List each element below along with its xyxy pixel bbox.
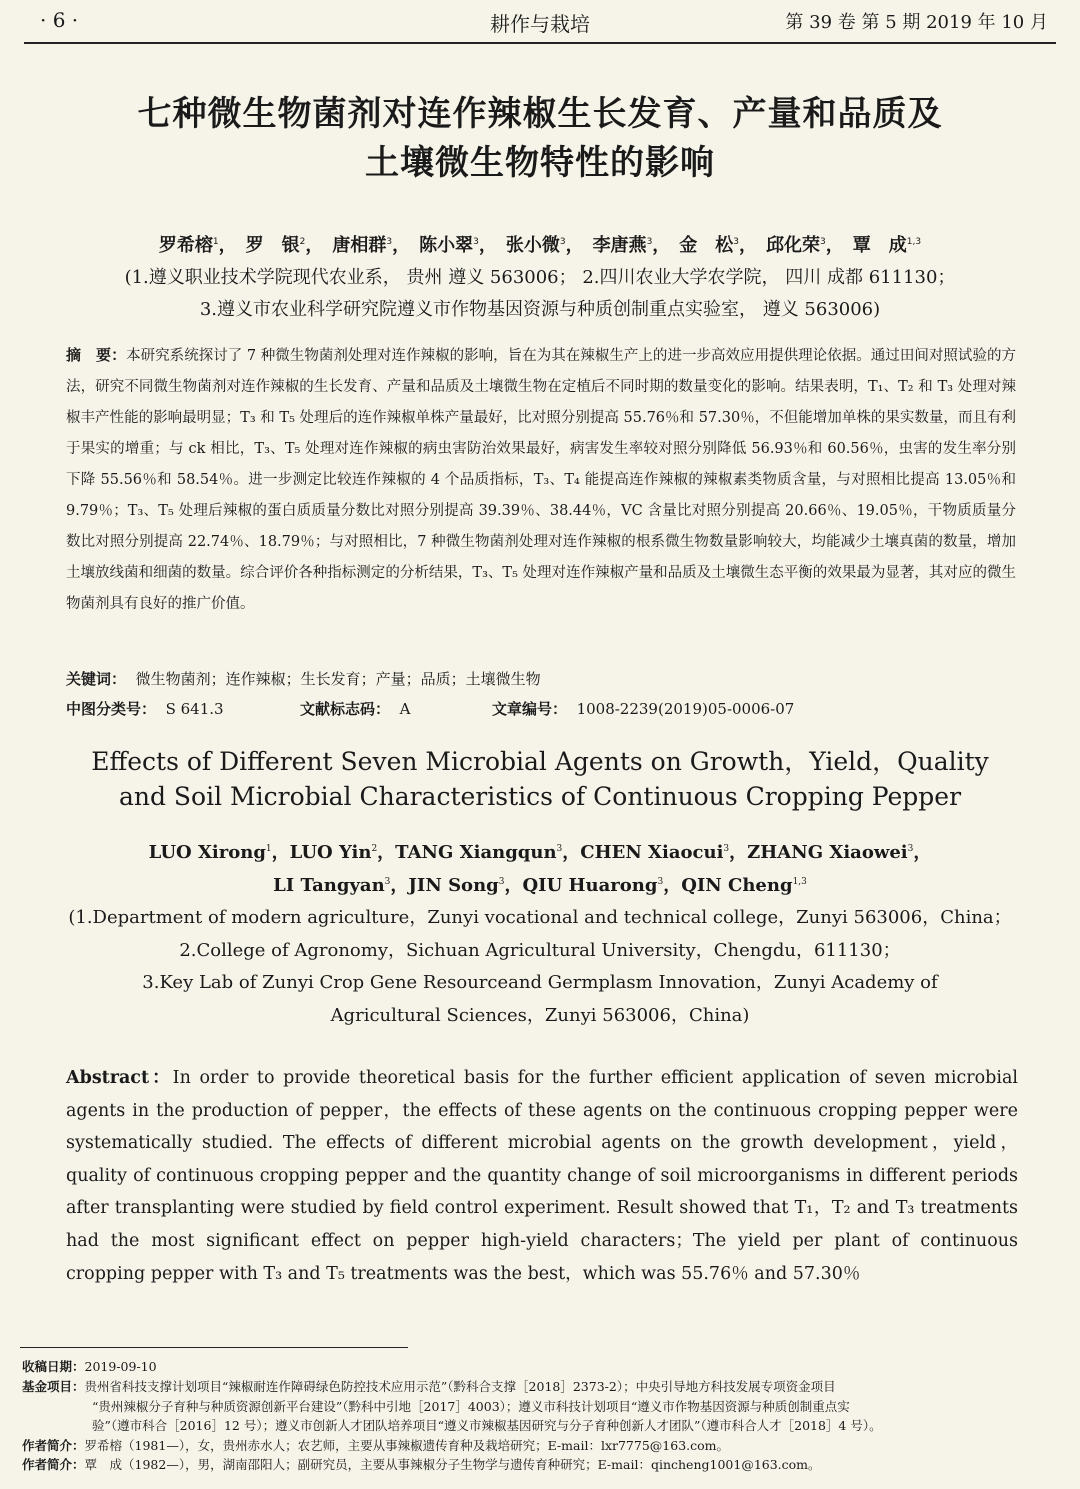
affiliation-en-line1: (1.Department of modern agriculture，Zunyi vocational and technical college，Zunyi 563006，China； xyxy=(68,907,1012,928)
title-en-line2: and Soil Microbial Characteristics of Continuous Cropping Pepper xyxy=(118,782,962,811)
author-name: LI Tangyan xyxy=(273,875,385,896)
article-number xyxy=(492,698,794,719)
affiliation-cn-line1: (1.遵义职业技术学院现代农业系， 贵州 遵义 563006； 2.四川农业大学农学院， 四川 成都 611130； xyxy=(124,267,956,288)
author-name: 罗希榕 xyxy=(158,235,213,256)
author-affiliation-mark: 3 xyxy=(646,237,653,247)
author-name: QIU Huarong xyxy=(522,875,658,896)
affiliation-cn-line2: 3.遵义市农业科学研究院遵义市作物基因资源与种质创制重点实验室， 遵义 563006) xyxy=(199,299,881,320)
keywords-cn-label: 关键词： xyxy=(66,670,127,688)
art-value: 1008-2239(2019)05-0006-07 xyxy=(576,700,795,718)
author-name: QIN Cheng xyxy=(681,875,793,896)
author-affiliation-mark: 3 xyxy=(723,844,730,854)
author-name: 邱化荣 xyxy=(766,235,821,256)
title-cn-line1: 七种微生物菌剂对连作辣椒生长发育、产量和品质及 xyxy=(137,94,943,134)
abstract-en-text: In order to provide theoretical basis for the further efficient application of seven microbial agents in the production of pepper，the effects of these agents on the continuous cropping pepper were systematically studied. The effects of different microbial agents on the growth development，yield，quality of continuous cropping pepper and the quantity change of soil microorganisms in different periods after transplanting were studied by field control experiment. Result showed that T₁，T₂ and T₃ treatments had the most significant effect on pepper high-yield characters；The yield per plant of continuous cropping pepper with T₃ and T₅ treatments was the best，which was 55.76％ and 57.30％ xyxy=(66,1068,1018,1284)
author2-label: 作者简介： xyxy=(22,1457,85,1472)
authors-en-line2: LI Tangyan$^3$，JIN Song$^3$，QIU Huarong$^3$，QIN Cheng$^{1,3}$ xyxy=(273,875,807,896)
art-label: 文章编号： xyxy=(492,700,568,718)
fund-line2: “贵州辣椒分子育种与种质资源创新平台建设”（黔科中引地［2017］4003）；遵义市科技计划项目“遵义市作物基因资源与种质创制重点实 xyxy=(92,1398,850,1414)
fund-line1: 贵州省科技支撑计划项目“辣椒耐连作障碍绿色防控技术应用示范”（黔科合支撑［2018］2373-2）；中央引导地方科技发展专项资金项目 xyxy=(84,1379,836,1394)
fund-label: 基金项目： xyxy=(22,1379,85,1394)
author-name: TANG Xiangqun xyxy=(395,842,557,863)
author-name: 李唐燕 xyxy=(592,235,647,256)
fund-line3: 验”（遵市科合［2016］12 号）；遵义市创新人才团队培养项目“遵义市辣椒基因研究与分子育种创新人才团队”（遵市科合人才［2018］4 号）。 xyxy=(92,1418,882,1433)
doc-code xyxy=(300,698,410,719)
abstract-en xyxy=(66,1062,1018,1290)
author-name: JIN Song xyxy=(408,875,499,896)
title-cn-line2: 土壤微生物特性的影响 xyxy=(365,143,715,183)
author-affiliation-mark: 3 xyxy=(907,844,914,854)
author-name: 唐相群 xyxy=(332,235,387,256)
doc-value: A xyxy=(399,700,411,718)
author1-value: 罗希榕（1981—），女，贵州赤水人；农艺师，主要从事辣椒遗传育种及栽培研究；E-mail：lxr7775@163.com。 xyxy=(84,1438,730,1453)
author-name: 张小微 xyxy=(505,235,560,256)
page-number: · 6 · xyxy=(40,8,79,32)
footnote-fund xyxy=(22,1377,1062,1436)
authors-en-line1: LUO Xirong$^1$，LUO Yin$^2$，TANG Xiangqun$^3$，CHEN Xiaocui$^3$，ZHANG Xiaowei$^3$， xyxy=(148,842,932,863)
author-affiliation-mark: 3 xyxy=(498,877,505,887)
author-affiliation-mark: 3 xyxy=(473,237,479,247)
author-affiliation-mark: 1 xyxy=(265,844,272,854)
author-affiliation-mark: 3 xyxy=(386,237,393,247)
footnote-rule xyxy=(20,1347,408,1348)
affiliation-en-line4: Agricultural Sciences，Zunyi 563006，China) xyxy=(330,1005,750,1026)
author-affiliation-mark: 1,3 xyxy=(906,237,922,247)
footnote-received xyxy=(22,1357,1062,1377)
author-affiliation-mark: 1,3 xyxy=(792,877,807,887)
keywords-cn-text: 微生物菌剂；连作辣椒；生长发育；产量；品质；土壤微生物 xyxy=(135,670,541,688)
author-name: ZHANG Xiaowei xyxy=(747,842,908,863)
author-name: 陈小翠 xyxy=(419,235,474,256)
classification-row xyxy=(66,698,224,719)
abstract-cn xyxy=(66,340,1016,620)
clc-value: S 641.3 xyxy=(165,700,224,718)
footnote-author1 xyxy=(22,1436,1062,1456)
doc-label: 文献标志码： xyxy=(300,700,391,718)
header-rule xyxy=(24,42,1056,44)
author-affiliation-mark: 2 xyxy=(299,237,306,247)
received-value: 2019-09-10 xyxy=(84,1359,157,1374)
authors-cn: 罗希榕$^1$， 罗 银$^2$， 唐相群$^3$， 陈小翠$^3$， 张小微$^3$， 李唐燕$^3$， 金 松$^3$， 邱化荣$^3$， 覃 成$^{1,3}$ xyxy=(158,235,922,256)
abstract-cn-text: 本研究系统探讨了 7 种微生物菌剂处理对连作辣椒的影响，旨在为其在辣椒生产上的进一步高效应用提供理论依据。通过田间对照试验的方法，研究不同微生物菌剂对连作辣椒的生长发育、产量和品质及土壤微生物在定植后不同时期的数量变化的影响。结果表明，T₁、T₂ 和 T₃ 处理对辣椒丰产性能的影响最明显；T₃ 和 T₅ 处理后的连作辣椒单株产量最好，比对照分别提高 55.76％和 57.30％，不但能增加单株的果实数量，而且有利于果实的增重；与 ck 相比，T₃、T₅ 处理对连作辣椒的病虫害防治效果最好，病害发生率较对照分别降低 56.93％和 60.56％，虫害的发生率分别下降 55.56％和 58.54％。进一步测定比较连作辣椒的 4 个品质指标，T₃、T₄ 能提高连作辣椒的辣椒素类物质含量，与对照相比提高 13.05％和 9.79％；T₃、T₅ 处理后辣椒的蛋白质质量分数比对照分别提高 39.39％、38.44％，VC 含量比对照分别提高 20.66％、19.05％，干物质质量分数比对照分别提高 22.74％、18.79％；与对照相比，7 种微生物菌剂处理对连作辣椒的根系微生物数量影响较大，均能减少土壤真菌的数量，增加土壤放线菌和细菌的数量。综合评价各种指标测定的分析结果，T₃、T₅ 处理对连作辣椒产量和品质及土壤微生态平衡的效果最为显著，其对应的微生物菌剂具有良好的推广价值。 xyxy=(66,348,1016,612)
author-affiliation-mark: 3 xyxy=(657,877,664,887)
abstract-en-label: Abstract： xyxy=(66,1068,173,1088)
author-name: 罗 银 xyxy=(245,235,300,256)
author-affiliation-mark: 1 xyxy=(212,237,219,247)
received-label: 收稿日期： xyxy=(22,1359,85,1374)
author-affiliation-mark: 3 xyxy=(733,237,740,247)
author1-label: 作者简介： xyxy=(22,1438,85,1453)
affiliation-en-line2: 2.College of Agronomy，Sichuan Agricultural University，Chengdu，611130； xyxy=(179,940,901,961)
author-affiliation-mark: 3 xyxy=(556,844,563,854)
author-name: CHEN Xiaocui xyxy=(580,842,724,863)
title-en-line1: Effects of Different Seven Microbial Agents on Growth，Yield，Quality xyxy=(91,747,989,776)
clc-label: 中图分类号： xyxy=(66,700,157,718)
abstract-cn-label: 摘 要： xyxy=(66,346,127,364)
issue-info: 第 39 卷 第 5 期 2019 年 10 月 xyxy=(785,12,1048,33)
keywords-cn xyxy=(66,668,541,689)
author-name: LUO Xirong xyxy=(148,842,266,863)
author2-value: 覃 成（1982—），男，湖南邵阳人；副研究员，主要从事辣椒分子生物学与遗传育种研究；E-mail：qincheng1001@163.com。 xyxy=(84,1457,821,1472)
journal-name: 耕作与栽培 xyxy=(490,12,590,36)
author-affiliation-mark: 3 xyxy=(820,237,826,247)
author-name: LUO Yin xyxy=(289,842,372,863)
affiliation-en-line3: 3.Key Lab of Zunyi Crop Gene Resourceand Germplasm Innovation，Zunyi Academy of xyxy=(142,972,938,993)
author-affiliation-mark: 3 xyxy=(384,877,391,887)
author-affiliation-mark: 2 xyxy=(371,844,378,854)
author-affiliation-mark: 3 xyxy=(559,237,566,247)
footnote-author2 xyxy=(22,1455,1062,1475)
author-name: 覃 成 xyxy=(852,235,907,256)
author-name: 金 松 xyxy=(679,235,734,256)
